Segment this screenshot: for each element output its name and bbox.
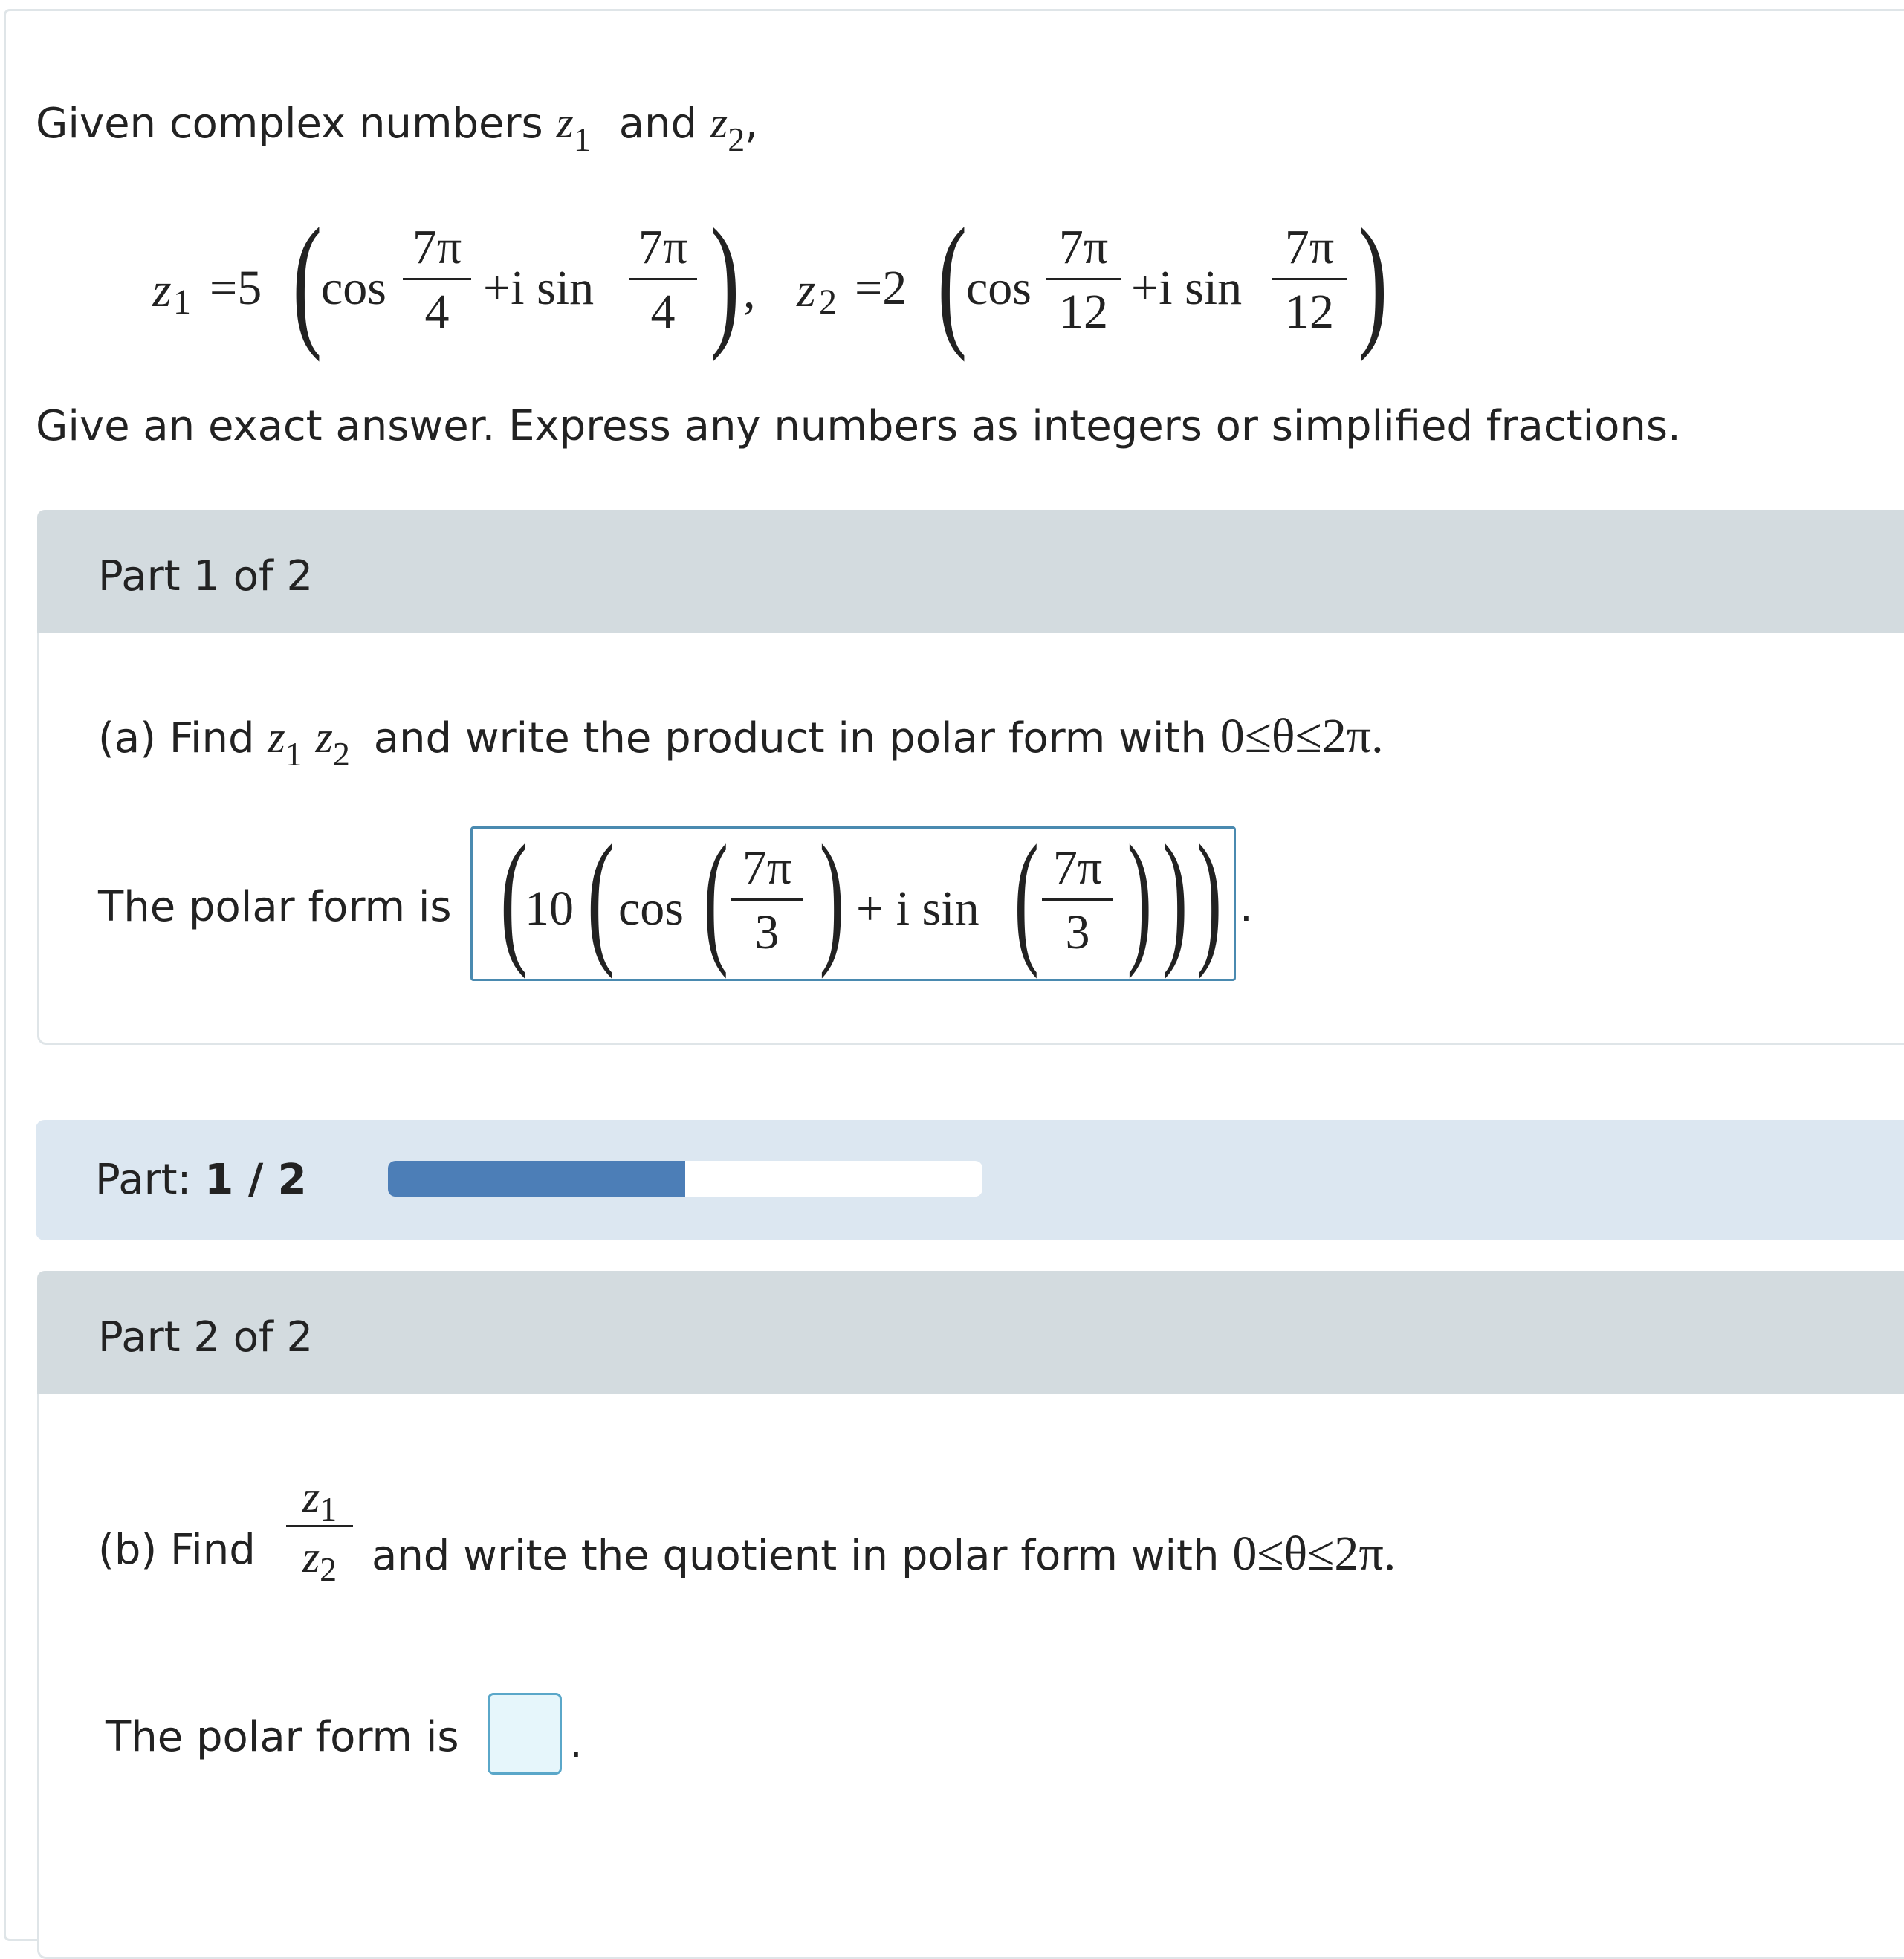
answer-cos-left-paren: (	[703, 815, 728, 980]
z2-def-symbol: z	[797, 263, 816, 317]
part1-condition: 0≤θ≤2π.	[1220, 709, 1384, 763]
part2-quotient-fraction	[286, 1472, 353, 1588]
progress-bar	[388, 1161, 982, 1197]
z1-cos-fraction	[403, 220, 471, 339]
answer-mid-right-paren: )	[1162, 815, 1188, 980]
z2-sin-denominator: 12	[1285, 285, 1334, 339]
z2-cos-fraction-bar	[1046, 278, 1121, 280]
answer-cos-fraction	[731, 843, 803, 957]
z1-def-subscript: 1	[173, 282, 191, 322]
part1-question-prefix: (a) Find	[98, 714, 255, 762]
answer-sin-fraction-bar	[1042, 898, 1113, 901]
answer-cos-denominator: 3	[754, 905, 780, 959]
answer-sin-denominator: 3	[1065, 905, 1090, 959]
z1-sin: sin	[537, 261, 595, 315]
part1-z1-subscript: 1	[285, 735, 302, 773]
part2-quotient-numerator: $z_1$	[302, 1472, 337, 1528]
part2-condition: 0≤θ≤2π.	[1232, 1526, 1396, 1581]
part2-answer-input[interactable]	[488, 1693, 562, 1775]
part2-question-suffix: and write the quotient in polar form with	[372, 1532, 1220, 1580]
answer-sin-numerator: 7π	[1052, 841, 1103, 895]
answer-plus-i-sin: + i sin	[856, 881, 979, 936]
and-word: and	[618, 100, 698, 148]
z1-right-paren: )	[710, 198, 740, 363]
z2-cos-numerator: 7π	[1058, 220, 1109, 274]
part1-answer-field[interactable]	[470, 826, 1236, 981]
answer-sin-fraction	[1042, 843, 1113, 957]
part2-header-label: Part 2 of 2	[98, 1313, 314, 1361]
z1-sin-denominator: 4	[650, 285, 676, 339]
answer-sin-right-paren: )	[1127, 815, 1152, 980]
z1-plus-i-sin	[483, 261, 595, 315]
answer-mid-left-paren: (	[586, 815, 615, 980]
part1-z2: z	[315, 713, 333, 762]
part1-question	[98, 709, 1384, 773]
z1-coefficient: =5	[210, 261, 262, 315]
part2-answer-label: The polar form is	[106, 1713, 459, 1761]
z2-cos-denominator: 12	[1059, 285, 1108, 339]
z1-cos-fraction-bar	[403, 278, 471, 280]
part1-answer-label: The polar form is	[98, 883, 452, 931]
answer-coefficient: 10	[525, 881, 574, 936]
answer-sin-left-paren: (	[1014, 815, 1039, 980]
z2-sin-fraction-bar	[1272, 278, 1347, 280]
part2-header	[37, 1271, 1904, 1394]
z2-cos: cos	[966, 261, 1032, 315]
part1-z2-subscript: 2	[332, 735, 350, 773]
z1-subscript: 1	[573, 120, 591, 158]
z2-sin-fraction	[1272, 220, 1347, 339]
z1-cos-numerator: 7π	[412, 220, 462, 274]
z2-left-paren: (	[937, 198, 968, 363]
z2-def-subscript: 2	[819, 282, 837, 322]
answer-cos-fraction-bar	[731, 898, 803, 901]
part1-header	[37, 510, 1904, 633]
part2-quotient-denominator: $z_2$	[302, 1532, 337, 1588]
definitions-comma: ,	[743, 265, 756, 319]
z2-subscript: 2	[728, 120, 745, 158]
z2-sin: sin	[1185, 261, 1243, 315]
z1-sin-fraction-bar	[629, 278, 697, 280]
z2-sin-numerator: 7π	[1284, 220, 1335, 274]
progress-value: 1 / 2	[204, 1156, 307, 1204]
part1-question-suffix: and write the product in polar form with	[373, 714, 1207, 762]
intro-comma: ,	[745, 100, 759, 148]
z1-plus-i: +i	[483, 261, 525, 315]
intro-text	[36, 98, 759, 158]
answer-cos-right-paren: )	[819, 815, 844, 980]
z1-cos-denominator: 4	[424, 285, 450, 339]
instruction-text: Give an exact answer. Express any numbers as integers or simplified fractions.	[36, 402, 1681, 450]
z1-symbol: z	[556, 98, 574, 147]
answer-cos: cos	[618, 881, 684, 936]
part2-question-prefix: (b) Find	[98, 1526, 256, 1574]
z1-sin-fraction	[629, 220, 697, 339]
intro-label: Given complex numbers	[36, 100, 543, 148]
part1-z1: z	[268, 713, 285, 762]
part2-question-rest	[372, 1526, 1396, 1581]
z1-left-paren: (	[292, 198, 323, 363]
part1-period: .	[1240, 883, 1253, 931]
part1-header-label: Part 1 of 2	[98, 552, 314, 600]
answer-outer-right-paren: )	[1197, 815, 1222, 980]
part2-period: .	[569, 1719, 583, 1767]
z2-plus-i-sin	[1131, 261, 1243, 315]
z2-cos-fraction	[1046, 220, 1121, 339]
answer-outer-left-paren: (	[499, 815, 528, 980]
z2-plus-i: +i	[1131, 261, 1173, 315]
z1-sin-numerator: 7π	[638, 220, 688, 274]
z2-coefficient: =2	[855, 261, 907, 315]
progress-text	[95, 1156, 307, 1204]
z2-symbol: z	[710, 98, 728, 147]
progress-label: Part:	[95, 1156, 192, 1204]
z2-right-paren: )	[1358, 198, 1388, 363]
answer-cos-numerator: 7π	[742, 841, 792, 895]
progress-bar-fill	[388, 1161, 685, 1197]
z1-cos: cos	[321, 261, 386, 315]
z1-def-symbol: z	[152, 263, 172, 317]
